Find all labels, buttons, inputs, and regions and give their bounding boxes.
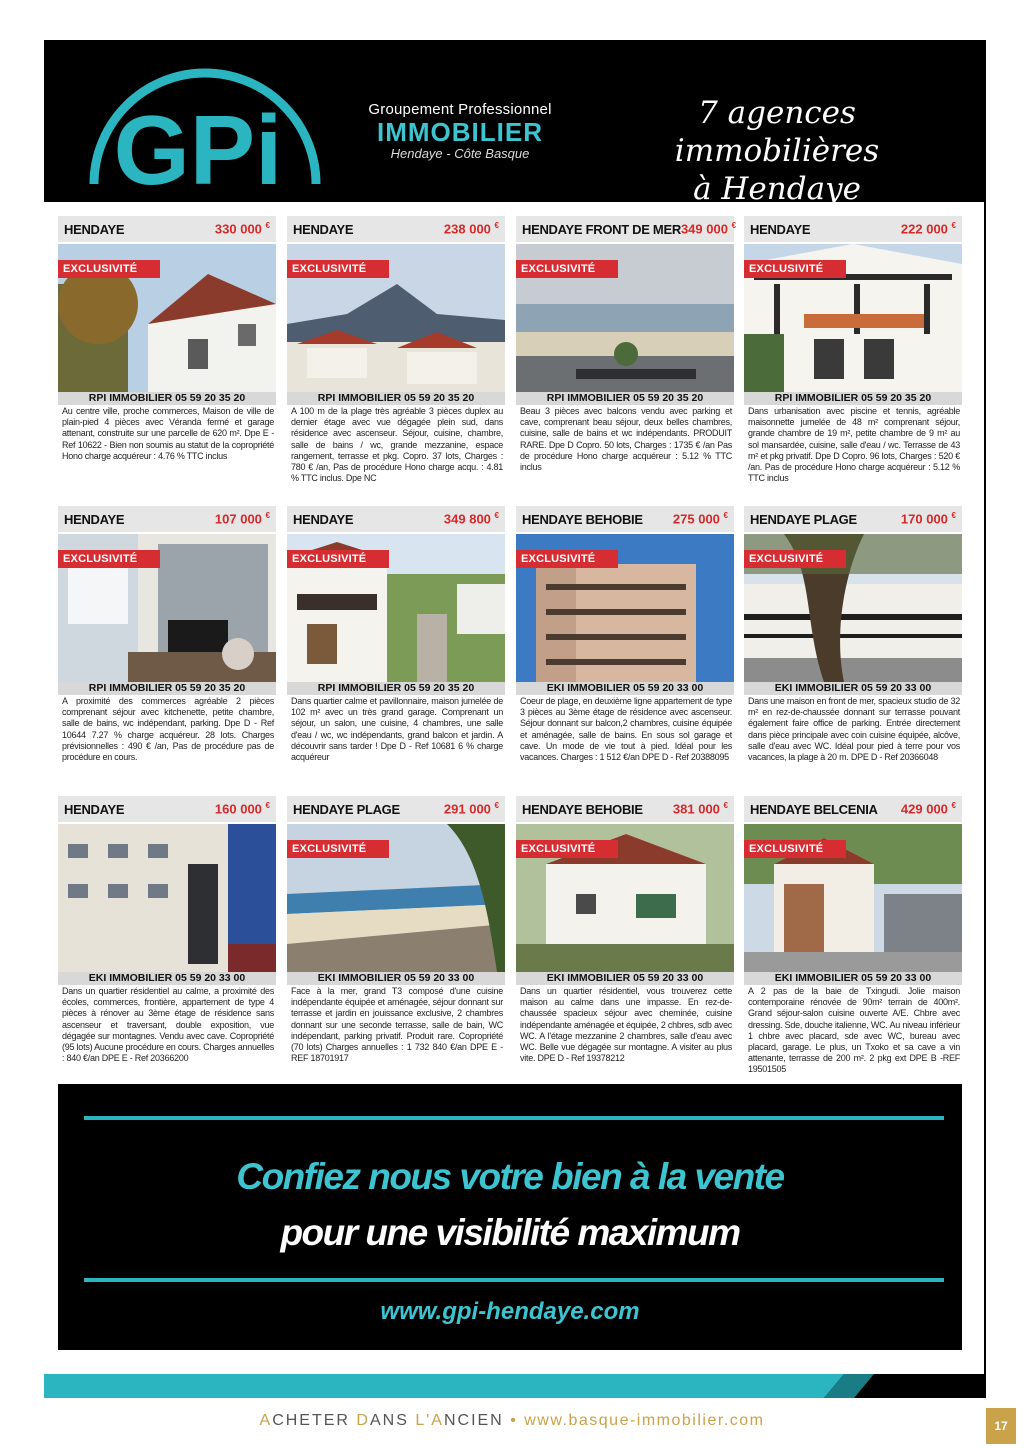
- listing-header: [516, 216, 737, 242]
- exclusivity-badge: EXCLUSIVITÉ: [744, 840, 846, 858]
- listing-price: [444, 221, 499, 236]
- listing-header: [287, 506, 505, 532]
- exclusivity-badge: EXCLUSIVITÉ: [58, 550, 160, 568]
- listing-photo[interactable]: [287, 534, 505, 682]
- listing-description: A 100 m de la plage très agréable 3 pièces duplex au dernier étage avec vue dégagée plein sud, dans résidence avec ascenseur. Séjour, cuisine, chambre, salle de bains / wc, grande mezzanine, espace rangement, terrasse et pkg. Copro. 37 lots, Charges : 780 € /an, Pas de procédure Hono charge acqu. : 4.81 % TTC inclus. Dpe NC: [291, 406, 503, 484]
- listing-price: [444, 511, 499, 526]
- listing-photo[interactable]: [744, 534, 962, 682]
- listing-price: [901, 511, 956, 526]
- listing-card[interactable]: [287, 506, 505, 786]
- footer-w2: ANS: [369, 1412, 416, 1429]
- footer-band: [44, 1374, 986, 1398]
- listing-agency: RPI IMMOBILIER 05 59 20 35 20: [58, 392, 276, 405]
- footer-text: [0, 1412, 1024, 1430]
- listing-location: HENDAYE: [293, 511, 354, 527]
- exclusivity-badge: EXCLUSIVITÉ: [516, 550, 618, 568]
- listing-price: [215, 221, 270, 236]
- listing-price-value: 107 000: [214, 511, 262, 527]
- promo-rule-bottom: [84, 1278, 944, 1282]
- listing-header: [744, 506, 962, 532]
- listing-agency: RPI IMMOBILIER 05 59 20 35 20: [287, 392, 505, 405]
- listing-description: Face à la mer, grand T3 composé d'une cuisine indépendante équipée et aménagée, séjour donnant sur terrasse et jardin en jouissance exclusive, 2 chambres donnant sur une seconde terrasse, salle de bain, WC indépendant, parking privatif. Produit rare. Copropriété (70 lots) Charges annuelles : 1 732 840 €/an DPE E - REF 18701917: [291, 986, 503, 1064]
- exclusivity-badge: EXCLUSIVITÉ: [744, 260, 846, 278]
- listing-description: Dans urbanisation avec piscine et tennis, agréable maisonnette jumelée de 48 m² comprenant séjour, grande chambre de 19 m², petite chambre de 9 m² au sol mansardée, cuisine, salle d'eau / wc. Terrasse de 43 m² et pkg privatif. Dpe D Copro. 96 lots, Charges : 520 € /an. Pas de procédure Hono charge acquéreur : 5.12 % TTC inclus: [748, 406, 960, 484]
- listing-card[interactable]: [287, 796, 505, 1076]
- listing-price: [215, 801, 270, 816]
- page-edge-rule: [984, 40, 986, 1398]
- listing-card[interactable]: [516, 216, 737, 496]
- listing-card[interactable]: [516, 506, 734, 786]
- listing-price-value: 238 000: [443, 221, 491, 237]
- listing-location: HENDAYE PLAGE: [750, 511, 857, 527]
- gpi-line-groupement: Groupement Professionnel: [368, 101, 552, 118]
- promo-line-1: Confiez nous votre bien à la vente: [236, 1156, 784, 1197]
- listing-currency: €: [951, 801, 956, 811]
- listing-price-value: 381 000: [672, 801, 720, 817]
- listing-description: Dans un quartier résidentiel, vous trouverez cette maison au calme dans une impasse. En rez-de-chaussée spacieux séjour avec cheminée, cuisine indépendante aménagée et équipée, 2 chbres, sdb avec WC. A l'étage mezzanine 2 chambres, salle d'eau avec WC. Belle vue dégagée sur montagne. A visiter au plus vite. DPE D - Ref 19378212: [520, 986, 732, 1064]
- listing-header: [58, 216, 276, 242]
- listing-photo[interactable]: [58, 824, 276, 972]
- listings-grid: [58, 216, 964, 1082]
- listing-location: HENDAYE: [293, 221, 354, 237]
- exclusivity-badge: EXCLUSIVITÉ: [287, 840, 389, 858]
- listing-photo[interactable]: [516, 244, 734, 392]
- listing-agency: EKI IMMOBILIER 05 59 20 33 00: [58, 972, 276, 985]
- footer-a3: L'A: [415, 1412, 444, 1429]
- listing-description: A 2 pas de la baie de Txingudi. Jolie maison contemporaine rénovée de 90m² terrain de 400m². Grand séjour-salon cuisine ouverte A/E. Chbre avec dressing. Sde, douche italienne, WC. Au niveau inférieur 1 chbre avec placard, sde avec WC, bureau avec placard, garage. Le plus, un Txoko et sa cave a vin attenante, terrasse de 200 m². 2 pkg ext DPE B -REF 19501505: [748, 986, 960, 1075]
- listing-currency: €: [265, 221, 270, 231]
- listing-price-value: 160 000: [214, 801, 262, 817]
- footer-a2: D: [356, 1412, 370, 1429]
- footer-site-link[interactable]: www.basque-immobilier.com: [524, 1412, 765, 1429]
- listing-description: Dans une maison en front de mer, spacieux studio de 32 m² en rez-de-chaussée donnant sur terrasse pouvant également faire office de parking. Entrée directement dans pièce principale avec coin cuisine équipée, alcôve, salle d'eau avec WC. Idéal pour pied à terre pour vos vacances, la plage à 20 m. DPE D - Ref 20366048: [748, 696, 960, 763]
- listing-location: HENDAYE: [64, 221, 125, 237]
- listing-photo[interactable]: [744, 244, 962, 392]
- listing-photo[interactable]: [287, 244, 505, 392]
- gpi-wordmark: [360, 102, 560, 162]
- listing-location: HENDAYE BELCENIA: [750, 801, 878, 817]
- listing-currency: €: [494, 221, 499, 231]
- listing-location: HENDAYE: [64, 801, 125, 817]
- svg-text:GPi: GPi: [113, 95, 283, 198]
- listing-description: Dans un quartier résidentiel au calme, a proximité des écoles, commerces, frontière, appartement de type 4 pièces à rénover au 3ème étage de résidence sans ascenseur et traversant, double exposition, vue dégagée sur montagnes. Vendu avec cave. Copropriété (95 lots) Aucune procédure en cours. Charges annuelles : 840 €/an DPE E - Ref 20366200: [62, 986, 274, 1064]
- listing-header: [744, 796, 962, 822]
- listing-agency: RPI IMMOBILIER 05 59 20 35 20: [744, 392, 962, 405]
- exclusivity-badge: EXCLUSIVITÉ: [287, 550, 389, 568]
- listing-agency: RPI IMMOBILIER 05 59 20 35 20: [516, 392, 734, 405]
- listing-price: [673, 801, 728, 816]
- footer-w1: CHETER: [272, 1412, 357, 1429]
- listing-price-value: 349 000: [680, 221, 728, 237]
- listing-location: HENDAYE FRONT DE MER: [522, 221, 681, 237]
- slogan-line-1: 7 agences immobilières: [674, 95, 880, 169]
- page-number: 17: [986, 1408, 1016, 1444]
- gpi-logo: [80, 52, 330, 198]
- listing-card[interactable]: [516, 796, 734, 1076]
- listing-header: [58, 506, 276, 532]
- listing-currency: €: [723, 511, 728, 521]
- header-slogan: [592, 94, 962, 208]
- listing-agency: EKI IMMOBILIER 05 59 20 33 00: [516, 682, 734, 695]
- listing-location: HENDAYE: [64, 511, 125, 527]
- listing-description: Dans quartier calme et pavillonnaire, maison jumelée de 102 m² avec un très grand garage. Comprenant un séjour, un salon, une cuisine, 4 chambres, une salle d'eau / wc, wc indépendants, grand balcon et jardin. A découvrir sans tarder ! Dpe D - Ref 10681 6 % charge acquéreur: [291, 696, 503, 763]
- listing-description: A proximité des commerces agréable 2 pièces comprenant séjour avec kitchenette, petite chambre, salle de bains, wc indépendant, parking. Dpe D - Ref 10644 7.27 % charge acquéreur. 28 lots. Charges prévisionnelles : 490 € /an, Pas de procédure pas de procédure en cours.: [62, 696, 274, 763]
- listing-currency: €: [494, 511, 499, 521]
- listing-location: HENDAYE: [750, 221, 811, 237]
- listing-photo[interactable]: [516, 534, 734, 682]
- listing-photo[interactable]: [744, 824, 962, 972]
- listing-header: [516, 506, 734, 532]
- listing-agency: EKI IMMOBILIER 05 59 20 33 00: [744, 682, 962, 695]
- listing-header: [58, 796, 276, 822]
- listing-photo[interactable]: [287, 824, 505, 972]
- listing-price: [901, 801, 956, 816]
- listing-agency: RPI IMMOBILIER 05 59 20 35 20: [58, 682, 276, 695]
- listing-card[interactable]: [58, 506, 276, 786]
- listing-price: [681, 221, 736, 236]
- listing-card[interactable]: [744, 796, 962, 1076]
- footer-bullet: •: [510, 1412, 518, 1429]
- listing-price-value: 222 000: [900, 221, 948, 237]
- listing-price: [215, 511, 270, 526]
- exclusivity-badge: EXCLUSIVITÉ: [287, 260, 389, 278]
- listing-location: HENDAYE PLAGE: [293, 801, 400, 817]
- promo-banner: [58, 1084, 962, 1350]
- listing-currency: €: [951, 221, 956, 231]
- listing-price-value: 291 000: [443, 801, 491, 817]
- header-banner: [44, 40, 986, 207]
- exclusivity-badge: EXCLUSIVITÉ: [744, 550, 846, 568]
- listing-currency: €: [951, 511, 956, 521]
- promo-line-2: pour une visibilité maximum: [280, 1212, 740, 1253]
- listing-header: [744, 216, 962, 242]
- listing-price-value: 275 000: [672, 511, 720, 527]
- listing-currency: €: [265, 801, 270, 811]
- listing-description: Au centre ville, proche commerces, Maison de ville de plain-pied 4 pièces avec Véranda fermé et garage attenant, construite sur une parcelle de 620 m². Dpe E - Ref 10622 - Bien non soumis au statut de la copropriété Hono charge acquéreur : 4.76 % TTC inclus: [62, 406, 274, 461]
- promo-url-link[interactable]: www.gpi-hendaye.com: [380, 1298, 640, 1325]
- listing-agency: EKI IMMOBILIER 05 59 20 33 00: [744, 972, 962, 985]
- listing-currency: €: [265, 511, 270, 521]
- listing-header: [516, 796, 734, 822]
- listing-price: [444, 801, 499, 816]
- listing-agency: EKI IMMOBILIER 05 59 20 33 00: [516, 972, 734, 985]
- listing-agency: EKI IMMOBILIER 05 59 20 33 00: [287, 972, 505, 985]
- listing-location: HENDAYE BEHOBIE: [522, 801, 643, 817]
- footer-w3: NCIEN: [443, 1412, 504, 1429]
- listing-card[interactable]: [58, 796, 276, 1076]
- listing-header: [287, 796, 505, 822]
- footer-a1: A: [259, 1412, 273, 1429]
- slogan-line-2: à Hendaye: [693, 171, 861, 207]
- listing-photo[interactable]: [516, 824, 734, 972]
- listing-price-value: 170 000: [900, 511, 948, 527]
- listing-photo-image: [58, 824, 276, 972]
- listing-photo[interactable]: [58, 534, 276, 682]
- listing-description: Beau 3 pièces avec balcons vendu avec parking et cave, comprenant beau séjour, deux belles chambres, cuisine, salle de bains et wc indépendants. PRODUIT RARE. Dpe D Copro. 50 lots, Charges : 1735 € /an Pas de procédure Hono charge acquéreur : 5.12 % TTC inclus: [520, 406, 732, 473]
- listing-card[interactable]: [287, 216, 505, 496]
- exclusivity-badge: EXCLUSIVITÉ: [516, 260, 618, 278]
- listing-card[interactable]: [58, 216, 276, 496]
- listing-photo[interactable]: [58, 244, 276, 392]
- listing-price: [901, 221, 956, 236]
- listing-price: [673, 511, 728, 526]
- listing-currency: €: [723, 801, 728, 811]
- listing-currency: €: [731, 221, 737, 231]
- listing-price-value: 349 800: [443, 511, 491, 527]
- listing-currency: €: [494, 801, 499, 811]
- listing-location: HENDAYE BEHOBIE: [522, 511, 643, 527]
- exclusivity-badge: EXCLUSIVITÉ: [516, 840, 618, 858]
- listing-card[interactable]: [744, 506, 962, 786]
- listing-agency: RPI IMMOBILIER 05 59 20 35 20: [287, 682, 505, 695]
- listing-header: [287, 216, 505, 242]
- listing-price-value: 330 000: [214, 221, 262, 237]
- promo-rule-top: [84, 1116, 944, 1120]
- listing-card[interactable]: [744, 216, 962, 496]
- gpi-line-immobilier: IMMOBILIER: [377, 117, 543, 147]
- gpi-line-location: Hendaye - Côte Basque: [390, 146, 530, 161]
- listing-price-value: 429 000: [900, 801, 948, 817]
- exclusivity-badge: EXCLUSIVITÉ: [58, 260, 160, 278]
- listing-description: Coeur de plage, en deuxième ligne appartement de type 3 pièces au 3ème étage de résidence avec ascenseur. Séjour donnant sur balcon,2 chambres, cuisine équipée et aménagée, salle de bains. En sous sol garage et cave. Un mode de vie tout à pied. Idéal pour les vacances. Charges : 1 512 €/an DPE D - Ref 20388095: [520, 696, 732, 763]
